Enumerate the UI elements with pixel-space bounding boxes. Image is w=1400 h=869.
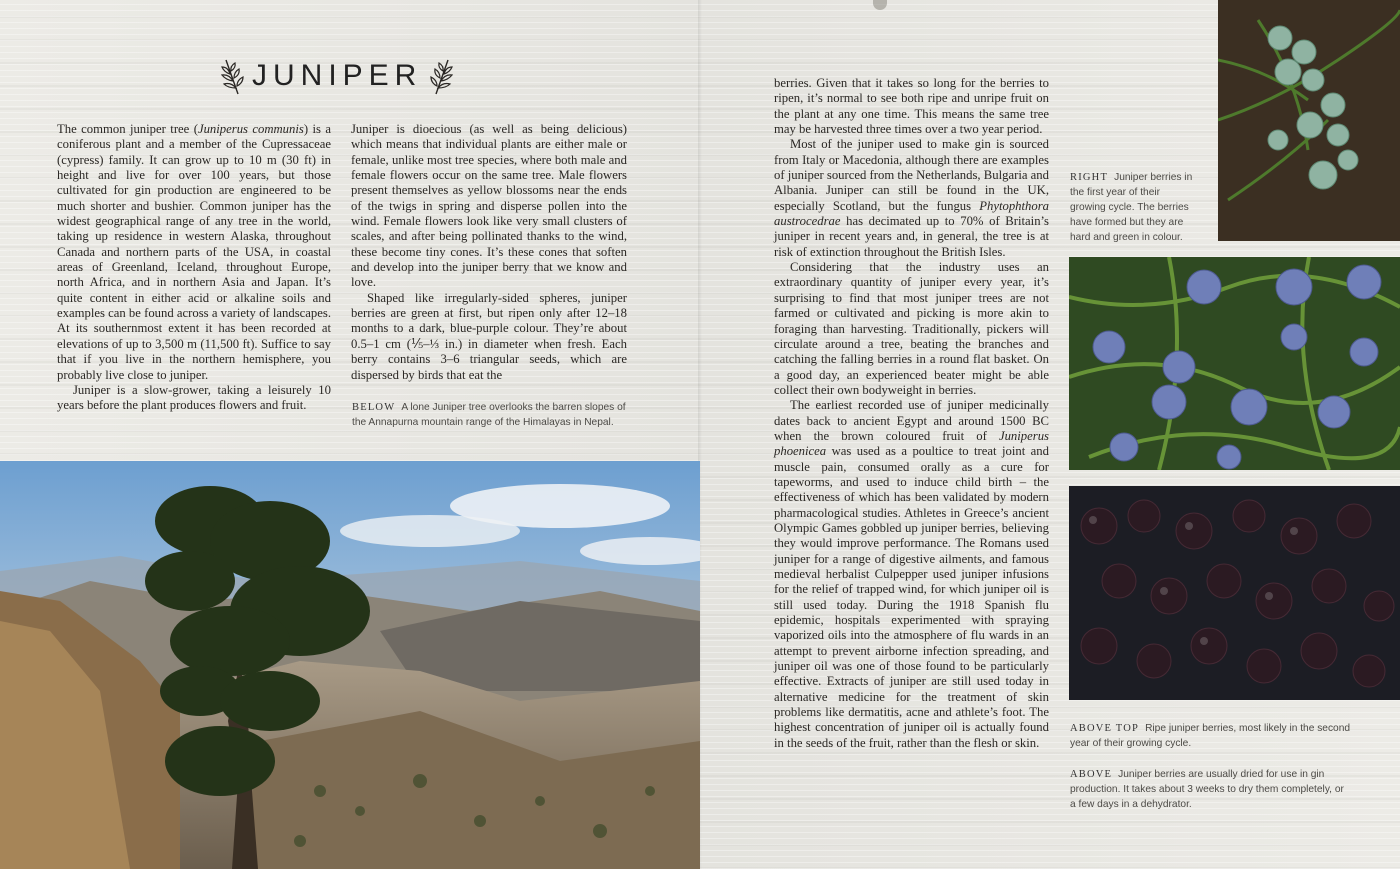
text-run: ) is a coniferous plant and a member of the Cupressaceae (cypress) family. It can grow up to 10 m (30 ft) in height and live for over 100 years, but those cultivated for gin production are engineered to be much shorter and bushier. Common juniper has the widest geographical range of any tree in the world, taking up residence in western Alaska, throughout Canada and northern parts of the USA, in coastal areas of Greenland, Iceland, throughout Europe, north Africa, and in northern Asia and Japan. It’s quite content in either acid or alkaline soils and examples can be found across a variety of landscapes. At its southernmost extent it has been recorded at elevations of up to 3,500 m (11,500 ft). Suffice to say that if you live in the northern hemisphere, you probably live close to juniper.: [57, 122, 331, 382]
caption-above: [1070, 767, 1345, 812]
species-name: Juniperus communis: [197, 122, 304, 136]
species-name: Juniperus phoenicea: [774, 428, 1049, 459]
paragraph: Juniper is dioecious (as well as being delicious) which means that individual plants are either male or female, unlike most tree species, where both male and female flowers occur on the same tree. Male flowers present themselves as yellow blossoms near the ends of the twigs in spring and disperse pollen into the wind. Female flowers look like very small clusters of scales, and after being pollinated thanks to the wind, these become tiny cones. It’s these cones that soften and develop into the juniper berry that we know and love.: [351, 122, 627, 290]
caption-label: ABOVE: [1070, 769, 1113, 780]
paragraph: Shaped like irregularly-sided spheres, juniper berries are green at first, but ripen only after 12–18 months to a dark, blue-purple colour. They’re about 0.5–1 cm (⅕–⅓ in.) in diameter when fresh. Each berry contains 3–6 triangular seeds, which are dispersed by birds that eat the: [351, 290, 627, 382]
text-column-2: [351, 122, 627, 383]
paragraph: Juniper is a slow-grower, taking a leisurely 10 years before the plant produces flowers and fruit.: [57, 382, 331, 413]
leaf-sprig-icon: [430, 56, 456, 96]
caption-right: [1070, 170, 1194, 245]
caption-below: [352, 400, 642, 430]
green-berries-photo: [1218, 0, 1400, 241]
text-run: The common juniper tree (: [57, 122, 198, 136]
caption-text: A lone Juniper tree overlooks the barren slopes of the Annapurna mountain range of the Himalayas in Nepal.: [352, 402, 626, 428]
text-run: Most of the juniper used to make gin is sourced from Italy or Macedonia, although there are examples of juniper sourced from the Netherlands, Bulgaria and Albania. Juniper can still be found in the UK, especially Scotland, but the fungus: [774, 137, 1049, 213]
species-name: Phytophthora austrocedrae: [774, 198, 1049, 229]
caption-label: BELOW: [352, 402, 396, 413]
title-block: [218, 56, 468, 96]
dried-berries-photo: [1069, 486, 1400, 700]
caption-text: Juniper berries are usually dried for use in gin production. It takes about 3 weeks to dry them completely, or a few days in a dehydrator.: [1070, 769, 1344, 810]
leaf-sprig-icon: [218, 56, 244, 96]
caption-text: Ripe juniper berries, most likely in the second year of their growing cycle.: [1070, 723, 1351, 749]
text-column-1: [57, 122, 331, 414]
paragraph: Considering that the industry uses an extraordinary quantity of juniper every year, it’s surprising to find that most juniper trees are not farmed or cultivated and picking is more akin to foraging than harvesting. Traditionally, pickers will circulate around a tree, beating the branches and catching the falling berries in a round flat basket. On a good day, an experienced beater might be able collect their own bodyweight in berries.: [774, 260, 1049, 397]
caption-label: RIGHT: [1070, 172, 1109, 183]
ripe-berries-photo: [1069, 257, 1400, 470]
paragraph: [774, 398, 1049, 751]
paragraph: [774, 137, 1049, 260]
paragraph: [57, 122, 331, 383]
caption-label: ABOVE TOP: [1070, 723, 1140, 734]
juniper-tree-photo: [0, 461, 700, 869]
text-run: The earliest recorded use of juniper medicinally dates back to ancient Egypt and around 1500 BC when the brown coloured fruit of: [774, 398, 1049, 443]
page-title: JUNIPER: [252, 59, 423, 92]
text-run: was used as a poultice to treat joint and muscle pain, consumed orally as a cure for tapeworms, and used to induce child birth – the effectiveness of which has been validated by modern pharmacological studies. Athletes in Greece’s ancient Olympic Games gobbled up juniper berries, believing they would improve performance. The Romans used juniper for a range of digestive ailments, and famous medieval herbalist Culpepper used juniper infusions for the relief of trapped wind, for which juniper oil is still used today. During the 1918 Spanish flu epidemic, hospitals experimented with spraying vaporized oils into the atmosphere of flu wards in an attempt to prevent airborne infection spreading, and juniper oil was one of those found to be particularly effective. Extracts of juniper are still used today in alternative medicine for the treatment of skin problems like dermatitis, acne and athlete’s foot. The highest concentration of juniper oil is actually found in the seeds of the fruit, rather than the flesh or skin.: [774, 444, 1049, 750]
text-run: has decimated up to 70% of Britain’s juniper in recent years and, in general, the tree is at risk of extinction throughout the British Isles.: [774, 214, 1049, 259]
caption-text: Juniper berries in the first year of their growing cycle. The berries have formed but they are hard and green in colour.: [1070, 172, 1193, 243]
paragraph: berries. Given that it takes so long for the berries to ripen, it’s normal to see both ripe and unripe fruit on the plant at any one time. This means the same tree may be harvested three times over a two year period.: [774, 76, 1049, 137]
text-column-3: [774, 76, 1049, 751]
caption-above-top: [1070, 721, 1370, 751]
